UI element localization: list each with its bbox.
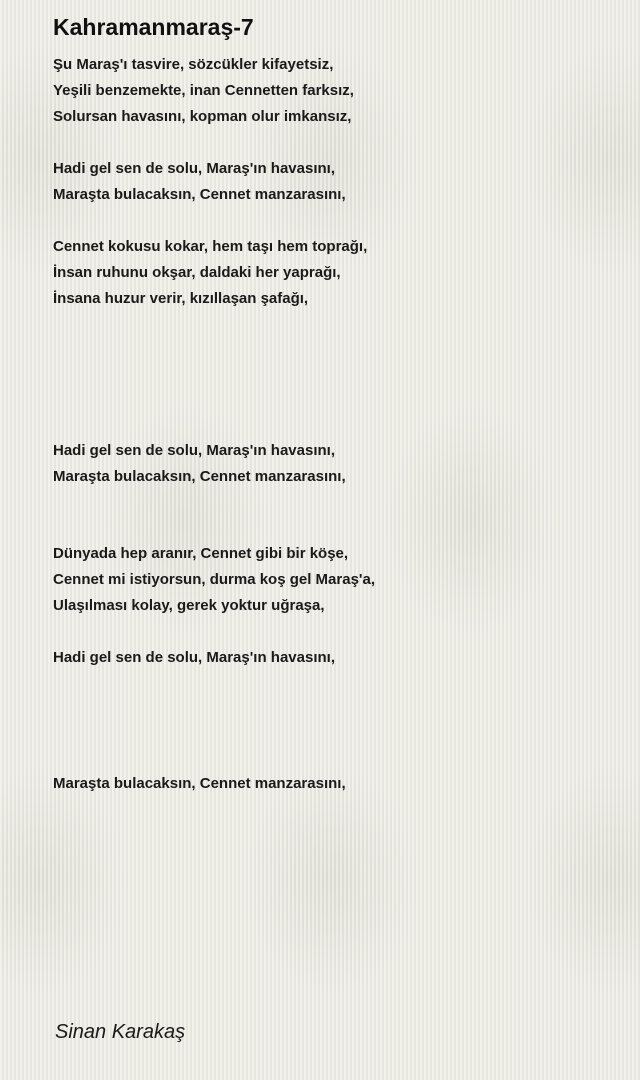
stanza-4 — [53, 438, 346, 490]
poem-line: Cennet kokusu kokar, hem taşı hem toprağı, — [53, 238, 368, 255]
poem-line: Dünyada hep aranır, Cennet gibi bir köşe, — [53, 545, 349, 562]
poem-line: Maraşta bulacaksın, Cennet manzarasını, — [53, 186, 346, 203]
poem-line: Hadi gel sen de solu, Maraş'ın havasını, — [53, 160, 335, 177]
poem-line: Maraşta bulacaksın, Cennet manzarasını, — [53, 775, 346, 792]
poem-line: Solursan havasını, kopman olur imkansız, — [53, 108, 352, 125]
poem-line: Hadi gel sen de solu, Maraş'ın havasını, — [53, 649, 335, 666]
poem-line: Yeşili benzemekte, inan Cennetten farksız, — [53, 82, 354, 99]
stanza-6 — [53, 645, 335, 671]
poem-line: Ulaşılması kolay, gerek yoktur uğraşa, — [53, 597, 325, 614]
stanza-5 — [53, 541, 375, 619]
poem-line: Şu Maraş'ı tasvire, sözcükler kifayetsiz, — [53, 56, 334, 73]
poem-author: Sinan Karakaş — [55, 1021, 186, 1043]
stanza-7 — [53, 771, 346, 797]
poem-line: Cennet mi istiyorsun, durma koş gel Maraş'a, — [53, 571, 375, 588]
stanza-2 — [53, 156, 346, 208]
stanza-1 — [53, 52, 354, 130]
poem-line: Maraşta bulacaksın, Cennet manzarasını, — [53, 468, 346, 485]
poem-line: İnsana huzur verir, kızıllaşan şafağı, — [53, 290, 309, 307]
poem-line: İnsan ruhunu okşar, daldaki her yaprağı, — [53, 264, 341, 281]
stanza-3 — [53, 234, 367, 312]
poem-title: Kahramanmaraş-7 — [53, 14, 254, 40]
poem-line: Hadi gel sen de solu, Maraş'ın havasını, — [53, 442, 335, 459]
